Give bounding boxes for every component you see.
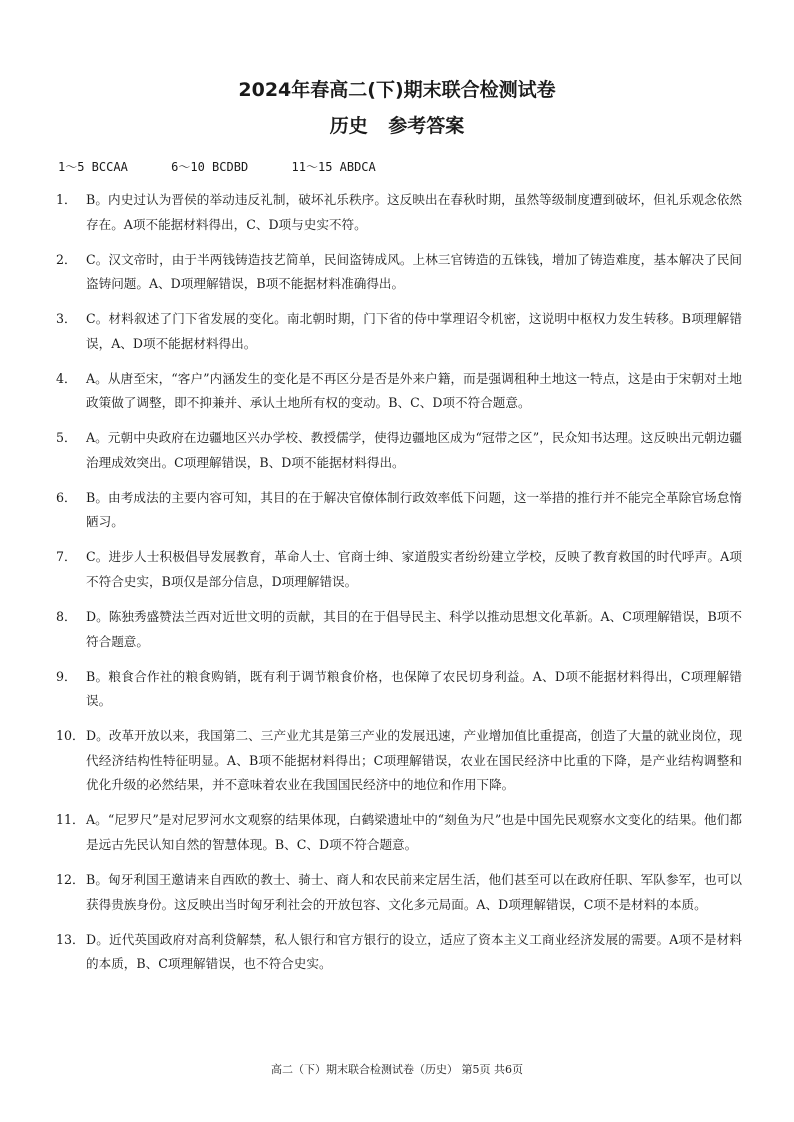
answer-item	[56, 188, 742, 237]
answer-item	[56, 486, 742, 535]
item-number: 7．	[56, 549, 77, 565]
item-text: C。汉文帝时，由于半两钱铸造技艺简单，民间盗铸成风。上林三官铸造的五铢钱，增加了铸造难度，基本解决了民间盗铸问题。A、D项理解错误，B项不能据材料准确得出。	[86, 251, 742, 292]
answer-key-summary: 1～5 BCCAA 6～10 BCDBD 11～15 ABDCA	[58, 160, 376, 174]
item-number: 2．	[56, 251, 77, 267]
item-number: 10．	[56, 728, 85, 744]
item-text: A。从唐至宋，“客户”内涵发生的变化是不再区分是否是外来户籍，而是强调租种土地这一特点，这是由于宋朝对土地政策做了调整，即不抑兼并、承认土地所有权的变动。B、C、D项不符合题意。	[86, 370, 742, 411]
item-number: 12．	[56, 871, 85, 887]
item-number: 3．	[56, 311, 77, 327]
item-text: C。材料叙述了门下省发展的变化。南北朝时期，门下省的侍中掌理诏令机密，这说明中枢权力发生转移。B项理解错误，A、D项不能据材料得出。	[86, 311, 742, 351]
answer-item	[56, 868, 742, 917]
answer-item	[56, 426, 742, 475]
answer-item	[56, 808, 742, 857]
answer-item	[56, 605, 742, 654]
item-text: D。近代英国政府对高利贷解禁，私人银行和官方银行的设立，适应了资本主义工商业经济发展的需要。A项不是材料的本质，B、C项理解错误，也不符合史实。	[86, 931, 742, 972]
answer-explanations	[56, 188, 742, 987]
item-number: 9．	[56, 668, 77, 684]
item-number: 11．	[56, 812, 85, 828]
item-text: A。元朝中央政府在边疆地区兴办学校、教授儒学，使得边疆地区成为“冠带之区”，民众知书达理。这反映出元朝边疆治理成效突出。C项理解错误，B、D项不能据材料得出。	[86, 430, 742, 470]
item-text: C。进步人士积极倡导发展教育，革命人士、官商士绅、家道殷实者纷纷建立学校，反映了教育救国的时代呼声。A项不符合史实，B项仅是部分信息，D项理解错误。	[86, 549, 742, 590]
item-number: 1．	[56, 192, 77, 207]
page-title: 2024年春高二(下)期末联合检测试卷	[238, 79, 556, 101]
answer-item	[56, 928, 742, 977]
item-text: D。改革开放以来，我国第二、三产业尤其是第三产业的发展迅速，产业增加值比重提高，创造了大量的就业岗位，现代经济结构性特征明显。A、B项不能据材料得出；C项理解错误，农业在国民经济中比重的下降，是产业结构调整和优化升级的必然结果，并不意味着农业在我国国民经济中的地位和作用下降。	[86, 728, 742, 793]
item-text: A。“尼罗尺”是对尼罗河水文观察的结果体现，白鹤梁遗址中的“刻鱼为尺”也是中国先民观察水文变化的结果。他们都是远古先民认知自然的智慧体现。B、C、D项不符合题意。	[86, 812, 742, 852]
item-number: 6．	[56, 489, 77, 505]
answer-item	[56, 248, 742, 297]
item-number: 4．	[56, 370, 77, 386]
item-number: 5．	[56, 430, 77, 446]
item-text: B。由考成法的主要内容可知，其目的在于解决官僚体制行政效率低下问题，这一举措的推行并不能完全革除官场怠惰陋习。	[86, 489, 742, 530]
item-text: B。内史过认为晋侯的举动违反礼制，破坏礼乐秩序。这反映出在春秋时期，虽然等级制度遭到破坏，但礼乐观念依然存在。A项不能据材料得出，C、D项与史实不符。	[86, 192, 742, 232]
answer-item	[56, 724, 742, 798]
answer-item	[56, 367, 742, 416]
item-text: B。匈牙利国王邀请来自西欧的教士、骑士、商人和农民前来定居生活，他们甚至可以在政府任职、军队参军，也可以获得贵族身份。这反映出当时匈牙利社会的开放包容、文化多元局面。A、D项理解错误，C项不是材料的本质。	[86, 871, 742, 912]
answer-item	[56, 545, 742, 594]
answer-item	[56, 307, 742, 356]
item-number: 13．	[56, 931, 85, 947]
item-text: B。粮食合作社的粮食购销，既有利于调节粮食价格，也保障了农民切身利益。A、D项不能据材料得出，C项理解错误。	[86, 668, 742, 709]
item-text: D。陈独秀盛赞法兰西对近世文明的贡献，其目的在于倡导民主、科学以推动思想文化革新。A、C项理解错误，B项不符合题意。	[86, 609, 742, 649]
page-footer: 高二（下）期末联合检测试卷（历史） 第5页 共6页	[271, 1063, 523, 1076]
page-subtitle: 历史 参考答案	[329, 115, 465, 137]
answer-item	[56, 665, 742, 714]
item-number: 8．	[56, 609, 77, 625]
